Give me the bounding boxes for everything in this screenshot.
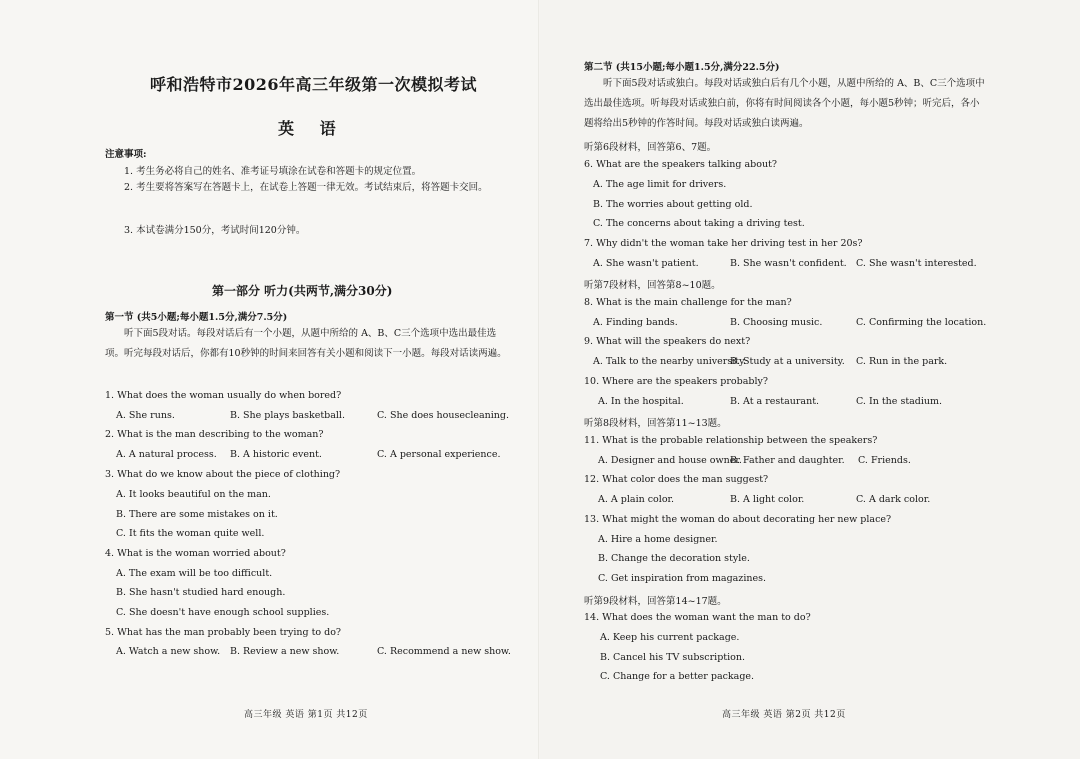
question-3: 3. What do we know about the piece of clothing? [105,469,341,480]
option-13a: A. Hire a home designer. [598,534,718,545]
exam-title: 呼和浩特市2026年高三年级第一次模拟考试 [150,75,478,94]
option-11b: B. Father and daughter. [730,455,845,466]
question-11: 11. What is the probable relationship between the speakers? [584,435,878,446]
option-4c: C. She doesn't have enough school supplies. [116,607,330,618]
option-13b: B. Change the decoration style. [598,553,750,564]
section-1-title: 第一节 (共5小题;每小题1.5分,满分7.5分) [105,312,288,323]
option-9a: A. Talk to the nearby university. [593,356,747,367]
option-5c: C. Recommend a new show. [377,646,511,657]
question-5: 5. What has the man probably been trying to do? [105,627,342,638]
option-2c: C. A personal experience. [377,449,501,460]
question-7: 7. Why didn't the woman take her driving test in her 20s? [584,238,863,249]
notice-title: 注意事项: [105,149,147,160]
option-10a: A. In the hospital. [598,396,684,407]
question-10: 10. Where are the speakers probably? [584,376,768,387]
page-1-footer: 高三年级 英语 第1页 共12页 [244,710,368,720]
option-7a: A. She wasn't patient. [593,258,699,269]
option-13c: C. Get inspiration from magazines. [598,573,766,584]
section-1-intro: 听下面5段对话。每段对话后有一个小题，从题中所给的 A、B、C三个选项中选出最佳选项。听完每段对话后，你都有10秒钟的时间来回答有关小题和阅读下一小题。每段对话读两遍。 [105,328,507,359]
option-7b: B. She wasn't confident. [730,258,847,269]
option-3c: C. It fits the woman quite well. [116,528,265,539]
option-5a: A. Watch a new show. [116,646,221,657]
option-4b: B. She hasn't studied hard enough. [116,587,286,598]
option-9c: C. Run in the park. [856,356,948,367]
question-1: 1. What does the woman usually do when bored? [105,390,342,401]
subject-title: 英 语 [278,119,346,138]
option-3a: A. It looks beautiful on the man. [116,489,271,500]
group-lead-8: 听第8段材料，回答第11~13题。 [584,418,727,429]
option-3b: B. There are some mistakes on it. [116,509,278,520]
question-8: 8. What is the main challenge for the man? [584,297,792,308]
option-7c: C. She wasn't interested. [856,258,977,269]
option-6a: A. The age limit for drivers. [593,179,727,190]
option-2b: B. A historic event. [230,449,322,460]
option-1a: A. She runs. [116,410,175,421]
option-6c: C. The concerns about taking a driving test. [593,218,805,229]
option-11c: C. Friends. [858,455,911,466]
group-lead-7: 听第7段材料，回答第8~10题。 [584,280,721,291]
option-12b: B. A light color. [730,494,805,505]
option-12a: A. A plain color. [598,494,675,505]
option-8c: C. Confirming the location. [856,317,987,328]
part-title: 第一部分 听力(共两节,满分30分) [212,284,393,298]
section-2-intro: 听下面5段对话或独白。每段对话或独白后有几个小题，从题中所给的 A、B、C三个选项中选出最佳选项。听每段对话或独白前，你将有时间阅读各个小题，每小题5秒钟；听完后，各小题将给出5秒钟的作答时间。每段对话或独白读两遍。 [584,78,985,129]
option-6b: B. The worries about getting old. [593,199,753,210]
notice-2: 2. 考生要将答案写在答题卡上，在试卷上答题一律无效。考试结束后，将答题卡交回。 [124,182,488,193]
option-2a: A. A natural process. [116,449,217,460]
option-10b: B. At a restaurant. [730,396,820,407]
question-6: 6. What are the speakers talking about? [584,159,777,170]
group-lead-9: 听第9段材料，回答第14~17题。 [584,596,727,607]
option-11a: A. Designer and house owner. [598,455,742,466]
question-4: 4. What is the woman worried about? [105,548,286,559]
page-2-footer: 高三年级 英语 第2页 共12页 [722,710,846,720]
option-9b: B. Study at a university. [730,356,845,367]
option-1b: B. She plays basketball. [230,410,345,421]
question-9: 9. What will the speakers do next? [584,336,751,347]
option-12c: C. A dark color. [856,494,931,505]
question-12: 12. What color does the man suggest? [584,474,769,485]
notice-3: 3. 本试卷满分150分，考试时间120分钟。 [124,225,306,236]
section-2-title: 第二节 (共15小题;每小题1.5分,满分22.5分) [584,62,780,73]
group-lead-6: 听第6段材料，回答第6、7题。 [584,142,717,153]
option-14c: C. Change for a better package. [600,671,755,682]
question-2: 2. What is the man describing to the woman? [105,429,324,440]
option-14a: A. Keep his current package. [600,632,740,643]
notice-1: 1. 考生务必将自己的姓名、准考证号填涂在试卷和答题卡的规定位置。 [124,166,422,177]
exam-page-2 [540,0,1080,759]
option-5b: B. Review a new show. [230,646,340,657]
option-8a: A. Finding bands. [593,317,678,328]
option-1c: C. She does housecleaning. [377,410,510,421]
option-4a: A. The exam will be too difficult. [116,568,273,579]
question-13: 13. What might the woman do about decorating her new place? [584,514,892,525]
option-10c: C. In the stadium. [856,396,943,407]
option-14b: B. Cancel his TV subscription. [600,652,745,663]
question-14: 14. What does the woman want the man to do? [584,612,811,623]
option-8b: B. Choosing music. [730,317,823,328]
